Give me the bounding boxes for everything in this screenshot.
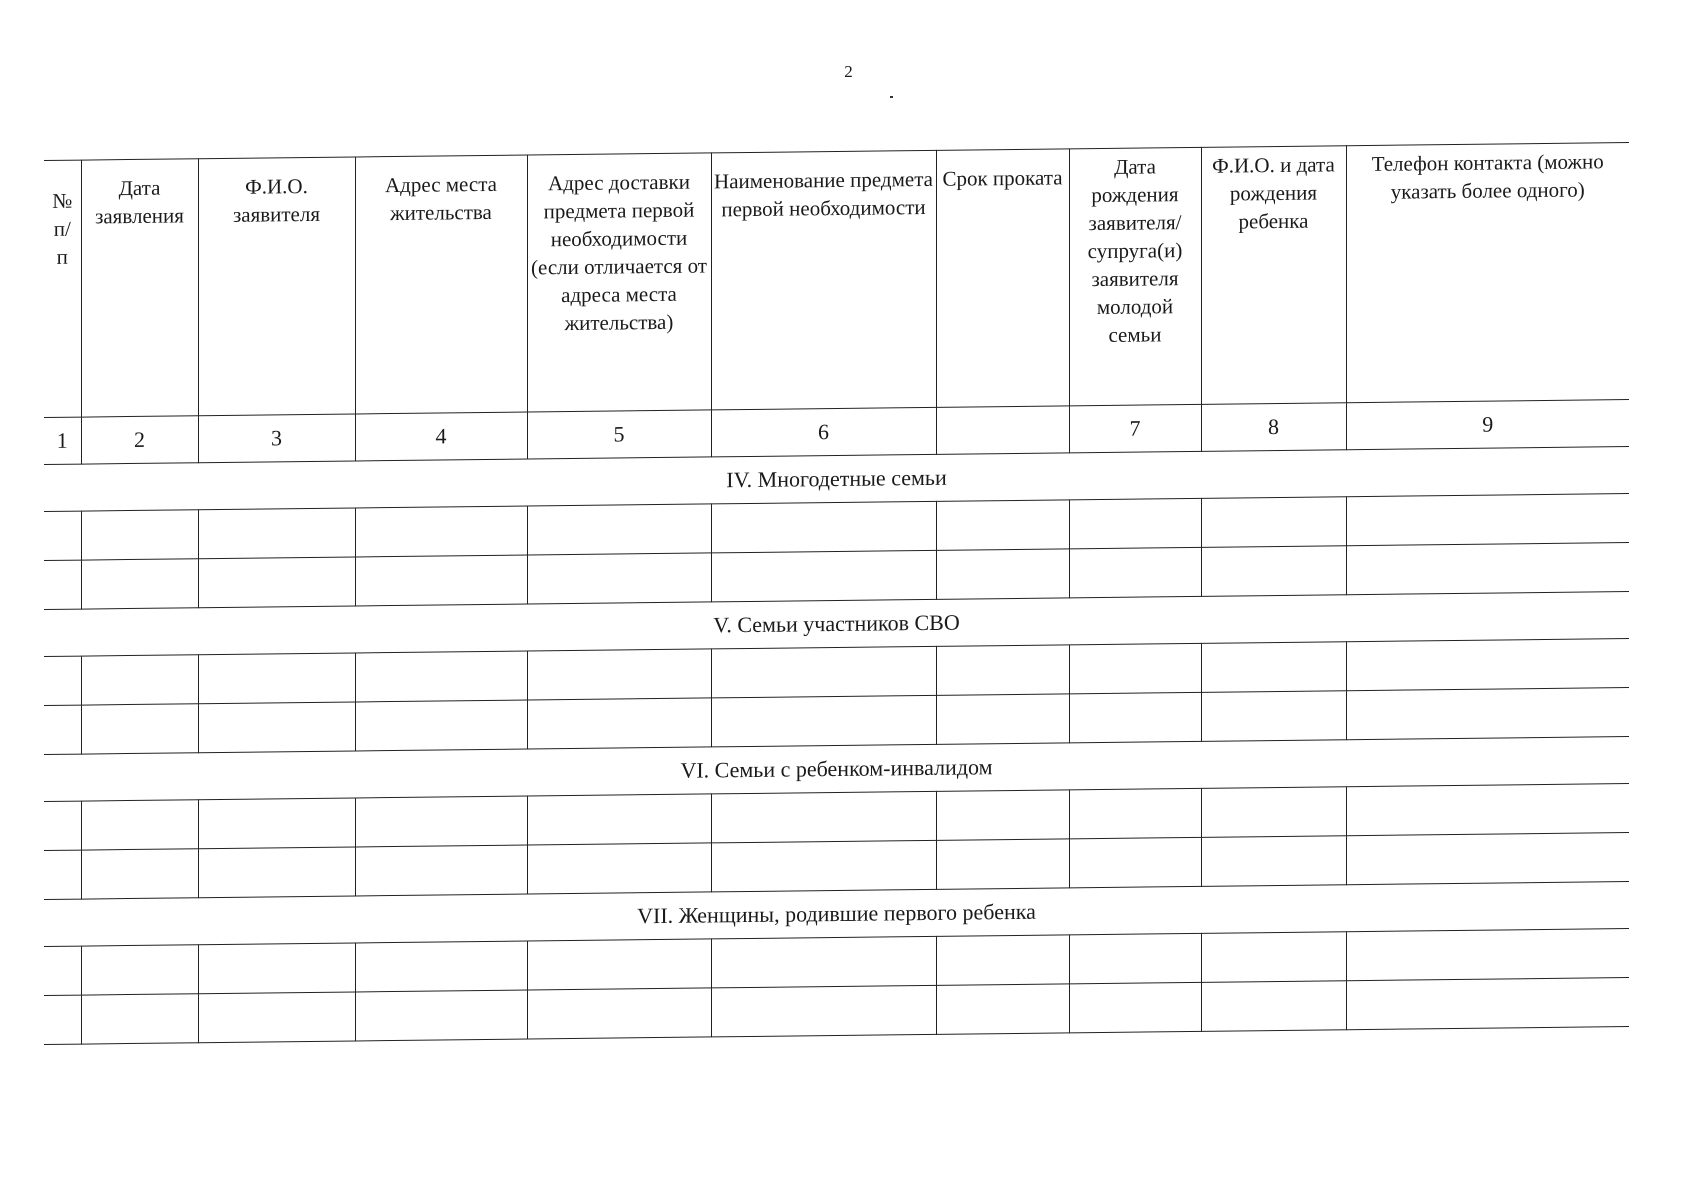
table-cell[interactable] bbox=[527, 698, 711, 749]
column-header-application-date: Дата заявления bbox=[81, 159, 198, 417]
table-cell[interactable] bbox=[1069, 498, 1201, 548]
table-cell[interactable] bbox=[1346, 688, 1629, 740]
table-cell[interactable] bbox=[44, 946, 81, 995]
table-cell[interactable] bbox=[81, 994, 198, 1044]
table-cell[interactable] bbox=[81, 704, 198, 754]
scan-mark bbox=[890, 96, 893, 98]
table-cell[interactable] bbox=[1069, 547, 1201, 597]
table-cell[interactable] bbox=[711, 501, 936, 553]
table-cell[interactable] bbox=[44, 850, 81, 899]
table-cell[interactable] bbox=[1346, 494, 1629, 546]
table-cell[interactable] bbox=[44, 705, 81, 754]
table-cell[interactable] bbox=[81, 800, 198, 850]
table-cell[interactable] bbox=[198, 798, 355, 849]
registry-table bbox=[44, 142, 1629, 1045]
table-cell[interactable] bbox=[198, 943, 355, 994]
table-cell[interactable] bbox=[1069, 643, 1201, 693]
table-cell[interactable] bbox=[198, 702, 355, 753]
table-cell[interactable] bbox=[355, 700, 527, 751]
table-cell[interactable] bbox=[1346, 929, 1629, 981]
table-cell[interactable] bbox=[527, 504, 711, 555]
table-cell[interactable] bbox=[936, 500, 1069, 551]
column-header-applicant-name: Ф.И.О. заявителя bbox=[198, 157, 355, 416]
table-cell[interactable] bbox=[1346, 978, 1629, 1030]
table-cell[interactable] bbox=[711, 985, 936, 1037]
column-number: 5 bbox=[527, 410, 711, 459]
table-cell[interactable] bbox=[1201, 546, 1346, 597]
table-cell[interactable] bbox=[936, 984, 1069, 1035]
column-header-delivery-address: Адрес доставки предмета первой необходимости (если отличается от адреса места жительства) bbox=[527, 153, 711, 412]
column-header-contact-phone: Телефон контакта (можно указать более одного) bbox=[1346, 143, 1629, 403]
table-cell[interactable] bbox=[198, 992, 355, 1043]
table-cell[interactable] bbox=[1346, 639, 1629, 691]
table-cell[interactable] bbox=[936, 790, 1069, 841]
table-cell[interactable] bbox=[527, 553, 711, 604]
table-cell[interactable] bbox=[355, 990, 527, 1041]
table-cell[interactable] bbox=[44, 511, 81, 560]
column-header-number: № п/ п bbox=[44, 160, 81, 417]
table-cell[interactable] bbox=[44, 801, 81, 850]
table-cell[interactable] bbox=[355, 796, 527, 847]
table-cell[interactable] bbox=[711, 646, 936, 698]
table-cell[interactable] bbox=[355, 506, 527, 557]
table-cell[interactable] bbox=[355, 941, 527, 992]
table-cell[interactable] bbox=[527, 988, 711, 1039]
table-cell[interactable] bbox=[1201, 642, 1346, 693]
table-cell[interactable] bbox=[936, 839, 1069, 890]
table-cell[interactable] bbox=[355, 845, 527, 896]
column-header-residence-address: Адрес места жительства bbox=[355, 155, 527, 414]
table-cell[interactable] bbox=[1069, 788, 1201, 838]
table-cell[interactable] bbox=[355, 651, 527, 702]
table-cell[interactable] bbox=[711, 550, 936, 602]
table-cell[interactable] bbox=[1201, 981, 1346, 1032]
column-number: 9 bbox=[1346, 400, 1629, 450]
table-cell[interactable] bbox=[527, 649, 711, 700]
table-cell[interactable] bbox=[1069, 692, 1201, 742]
table-cell[interactable] bbox=[711, 695, 936, 747]
table-cell[interactable] bbox=[936, 549, 1069, 600]
table-cell[interactable] bbox=[198, 557, 355, 608]
table-cell[interactable] bbox=[711, 840, 936, 892]
table-cell[interactable] bbox=[198, 653, 355, 704]
table-cell[interactable] bbox=[44, 995, 81, 1044]
column-header-item-name: Наименование предмета первой необходимости bbox=[711, 150, 936, 410]
column-number: 2 bbox=[81, 416, 198, 464]
table-cell[interactable] bbox=[1069, 933, 1201, 983]
table-cell[interactable] bbox=[711, 936, 936, 988]
header-row bbox=[44, 143, 1629, 418]
registry-form bbox=[44, 142, 1629, 1045]
column-number: 1 bbox=[44, 417, 81, 464]
column-number: 3 bbox=[198, 414, 355, 463]
section-title: VII. Женщины, родившие первого ребенка bbox=[44, 882, 1629, 947]
table-cell[interactable] bbox=[44, 560, 81, 609]
table-cell[interactable] bbox=[1069, 837, 1201, 887]
table-cell[interactable] bbox=[1069, 982, 1201, 1032]
table-cell[interactable] bbox=[81, 945, 198, 995]
section-title: VI. Семьи с ребенком-инвалидом bbox=[44, 737, 1629, 802]
table-cell[interactable] bbox=[527, 794, 711, 845]
table-cell[interactable] bbox=[1201, 691, 1346, 742]
table-cell[interactable] bbox=[711, 791, 936, 843]
column-number: 4 bbox=[355, 412, 527, 461]
table-cell[interactable] bbox=[1201, 787, 1346, 838]
section-title: V. Семьи участников СВО bbox=[44, 592, 1629, 657]
table-cell[interactable] bbox=[355, 555, 527, 606]
table-cell[interactable] bbox=[1201, 497, 1346, 548]
table-cell[interactable] bbox=[527, 939, 711, 990]
section-title: IV. Многодетные семьи bbox=[44, 447, 1629, 512]
table-cell[interactable] bbox=[1346, 543, 1629, 595]
table-cell[interactable] bbox=[1346, 833, 1629, 885]
table-cell[interactable] bbox=[81, 655, 198, 705]
column-number: 8 bbox=[1201, 403, 1346, 452]
column-number bbox=[936, 406, 1069, 455]
table-cell[interactable] bbox=[81, 510, 198, 560]
page-number: 2 bbox=[844, 62, 853, 81]
column-number: 7 bbox=[1069, 404, 1201, 452]
table-cell[interactable] bbox=[1201, 932, 1346, 983]
table-cell[interactable] bbox=[527, 843, 711, 894]
table-cell[interactable] bbox=[81, 559, 198, 609]
column-header-rental-period: Срок проката bbox=[936, 149, 1069, 408]
table-cell[interactable] bbox=[44, 656, 81, 705]
table-cell[interactable] bbox=[198, 847, 355, 898]
column-header-child-info: Ф.И.О. и дата рождения ребенка bbox=[1201, 146, 1346, 405]
column-header-applicant-birthdate: Дата рождения заявителя/ супруга(и) заявителя молодой семьи bbox=[1069, 147, 1201, 405]
column-number: 6 bbox=[711, 407, 936, 457]
table-cell[interactable] bbox=[936, 645, 1069, 696]
table-cell[interactable] bbox=[936, 694, 1069, 745]
table-cell[interactable] bbox=[198, 508, 355, 559]
table-cell[interactable] bbox=[1201, 836, 1346, 887]
table-cell[interactable] bbox=[81, 849, 198, 899]
table-cell[interactable] bbox=[936, 935, 1069, 986]
table-cell[interactable] bbox=[1346, 784, 1629, 836]
